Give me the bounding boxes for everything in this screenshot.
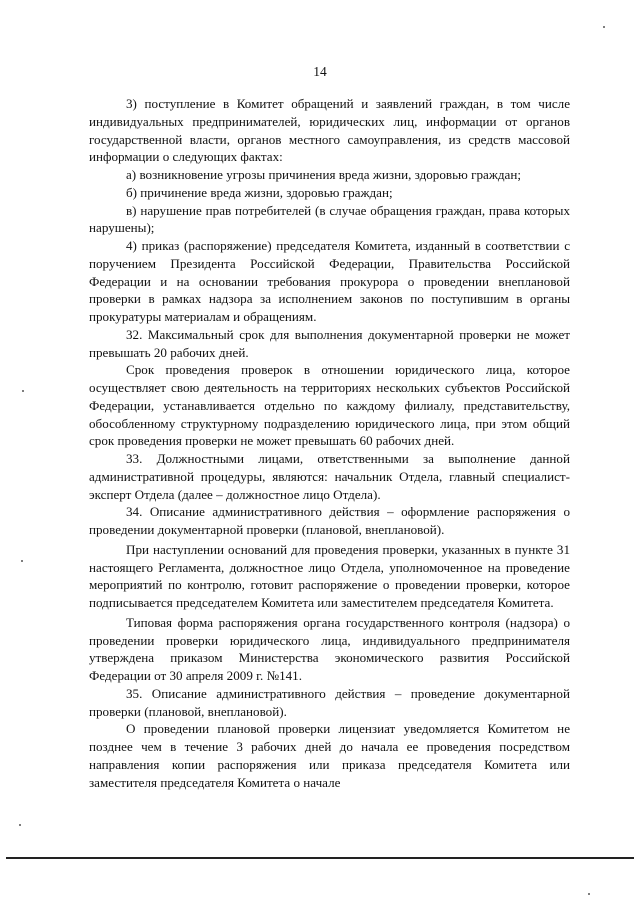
- paragraph-notification: О проведении плановой проверки лицензиат уведомляется Комитетом не позднее чем в течение 3 рабочих дней до начала ее проведения посредством направления копии распоряжения или приказа председателя Комитета или заместителя председателя Комитета о начале: [89, 721, 570, 790]
- scan-speck: [603, 26, 605, 28]
- paragraph-clause-34: 34. Описание административного действия – оформление распоряжения о проведении документарной проверки (плановой, внеплановой).: [89, 504, 570, 537]
- paragraph-grounds: При наступлении оснований для проведения проверки, указанных в пункте 31 настоящего Регламента, должностное лицо Отдела, уполномоченное на проведение мероприятий по контролю, готовит распоряжение о проведении проверки, которое подписывается председателем Комитета или заместителем председателя Комитета.: [89, 541, 570, 610]
- scan-speck: [19, 824, 21, 826]
- paragraph-subitem-v: в) нарушение прав потребителей (в случае обращения граждан, права которых нарушены);: [89, 202, 570, 236]
- paragraph-inspection-term: Срок проведения проверок в отношении юридического лица, которое осуществляет свою деятельность на территориях нескольких субъектов Российской Федерации, устанавливается отдельно по каждому филиалу, представительству, обособленному структурному подразделению юридического лица, при этом общий срок проведения проверки не может превышать 60 рабочих дней.: [89, 362, 570, 449]
- scan-speck: [21, 560, 23, 562]
- scan-speck: [588, 893, 590, 895]
- paragraph-standard-form: Типовая форма распоряжения органа государственного контроля (надзора) о проведении проверки юридического лица, индивидуального предпринимателя утверждена приказом Министерства экономического развития Российской Федерации от 30 апреля 2009 г. №141.: [89, 614, 570, 683]
- paragraph-subitem-b: б) причинение вреда жизни, здоровью граждан;: [126, 184, 393, 200]
- paragraph-item-3: 3) поступление в Комитет обращений и заявлений граждан, в том числе индивидуальных предпринимателей, юридических лиц, информации от органов государственной власти, органов местного самоуправления, из средств массовой информации о следующих фактах:: [89, 96, 570, 165]
- paragraph-item-4: 4) приказ (распоряжение) председателя Комитета, изданный в соответствии с поручением Президента Российской Федерации, Правительства Российской Федерации и на основании требования прокурора о проведении внеплановой проверки в рамках надзора за исполнением законов по поступившим в органы прокуратуры материалам и обращениям.: [89, 238, 570, 324]
- paragraph-subitem-a: а) возникновение угрозы причинения вреда жизни, здоровью граждан;: [126, 167, 521, 182]
- page-number: 14: [313, 64, 327, 79]
- paragraph-clause-32: 32. Максимальный срок для выполнения документарной проверки не может превышать 20 рабочих дней.: [89, 326, 570, 360]
- paragraph-clause-35: 35. Описание административного действия – проведение документарной проверки (плановой, внеплановой).: [89, 685, 570, 719]
- document-body: [89, 95, 570, 791]
- footer-divider: [6, 857, 634, 859]
- paragraph-clause-33: 33. Должностными лицами, ответственными за выполнение данной административной процедуры, являются: начальник Отдела, главный специалист-эксперт Отдела (далее – должностное лицо Отдела).: [89, 451, 570, 502]
- scan-speck: [22, 390, 24, 392]
